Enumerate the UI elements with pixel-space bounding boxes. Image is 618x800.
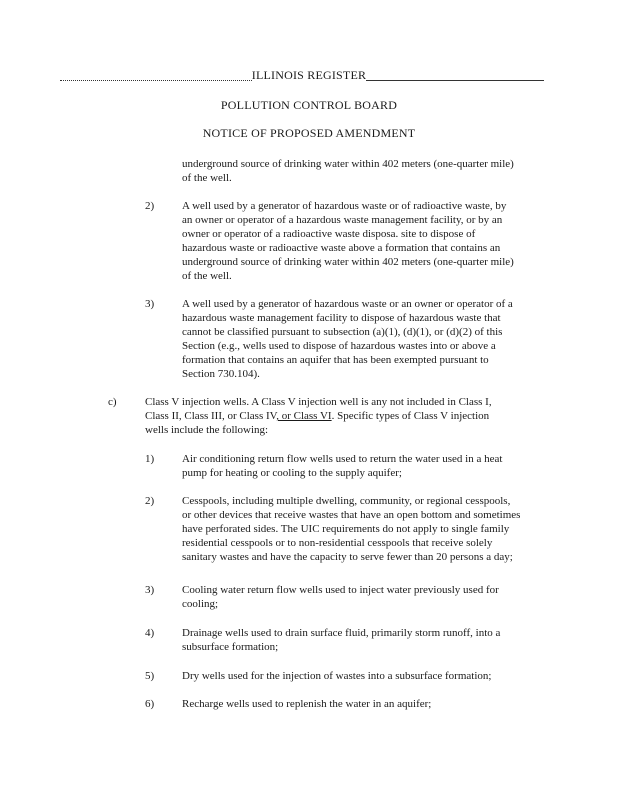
text-line: cannot be classified pursuant to subsection (a)(1), (d)(1), or (d)(2) of this	[182, 326, 503, 338]
item-text	[182, 452, 502, 480]
text-line: cooling;	[182, 598, 219, 610]
register-title: ILLINOIS REGISTER	[251, 68, 367, 82]
item-label: 3)	[145, 298, 155, 310]
text-line: Section (e.g., wells used to dispose of hazardous wastes into or above a	[182, 340, 496, 352]
item-text	[182, 494, 520, 564]
text-fragment: Class II, Class III, or Class IV	[145, 410, 277, 422]
text-line: owner or operator of a radioactive waste disposa. site to dispose of	[182, 228, 476, 240]
text-line: hazardous waste or radioactive waste above a formation that contains an	[182, 242, 501, 254]
text-line: Air conditioning return flow wells used to return the water used in a heat	[182, 453, 503, 465]
item-text	[182, 199, 514, 283]
text-line: underground source of drinking water within 402 meters (one-quarter mile)	[182, 158, 514, 170]
item-label: 6)	[145, 698, 155, 710]
text-line: Drainage wells used to drain surface fluid, primarily storm runoff, into a	[182, 627, 501, 639]
text-line: Section 730.104).	[182, 368, 260, 380]
text-line: pump for heating or cooling to the supply aquifer;	[182, 467, 402, 479]
notice-title: NOTICE OF PROPOSED AMENDMENT	[202, 126, 416, 140]
continuation-text	[182, 157, 514, 185]
text-line: Cooling water return flow wells used to inject water previously used for	[182, 584, 499, 596]
text-line: or other devices that receive wastes that have an open bottom and sometimes	[182, 509, 521, 521]
text-line: have perforated sides. The UIC requirements do not apply to single family	[182, 523, 510, 535]
text-line: residential cesspools or to non-residential cesspools that receive solely	[182, 537, 493, 549]
text-line: subsurface formation;	[182, 641, 279, 653]
text-line: of the well.	[182, 270, 232, 282]
item-label: 1)	[145, 453, 155, 465]
item-label: 3)	[145, 584, 155, 596]
text-line: Cesspools, including multiple dwelling, community, or regional cesspools,	[182, 495, 511, 507]
header-rule-right	[366, 80, 544, 81]
item-label: 4)	[145, 627, 155, 639]
item-text	[182, 583, 499, 611]
section-label: c)	[108, 396, 117, 408]
text-fragment: . Specific types of Class V injection	[331, 410, 490, 422]
text-line: wells include the following:	[145, 424, 269, 436]
text-line: an owner or operator of a hazardous waste management facility, or by an	[182, 214, 503, 226]
inserted-text: , or Class VI	[276, 410, 332, 422]
item-text	[182, 697, 431, 711]
text-line: hazardous waste management facility to dispose of hazardous waste that	[182, 312, 501, 324]
header-rule-left	[60, 80, 252, 81]
text-line: Dry wells used for the injection of wastes into a subsurface formation;	[182, 670, 492, 682]
item-text	[182, 297, 513, 381]
text-line: A well used by a generator of hazardous waste or of radioactive waste, by	[182, 200, 507, 212]
item-label: 5)	[145, 670, 155, 682]
section-text	[145, 395, 492, 437]
item-text	[182, 626, 500, 654]
item-text	[182, 669, 491, 683]
text-line: sanitary wastes and have the capacity to serve fewer than 20 persons a day;	[182, 551, 513, 563]
item-label: 2)	[145, 200, 155, 212]
text-line: A well used by a generator of hazardous waste or an owner or operator of a	[182, 298, 513, 310]
agency-title: POLLUTION CONTROL BOARD	[220, 98, 398, 112]
text-line: Recharge wells used to replenish the water in an aquifer;	[182, 698, 432, 710]
text-line: Class V injection wells. A Class V injection well is any not included in Class I,	[145, 396, 492, 408]
text-line: formation that contains an aquifer that has been exempted pursuant to	[182, 354, 489, 366]
item-label: 2)	[145, 495, 155, 507]
text-line: underground source of drinking water within 402 meters (one-quarter mile)	[182, 256, 514, 268]
text-line: of the well.	[182, 172, 232, 184]
text-line	[145, 409, 492, 423]
